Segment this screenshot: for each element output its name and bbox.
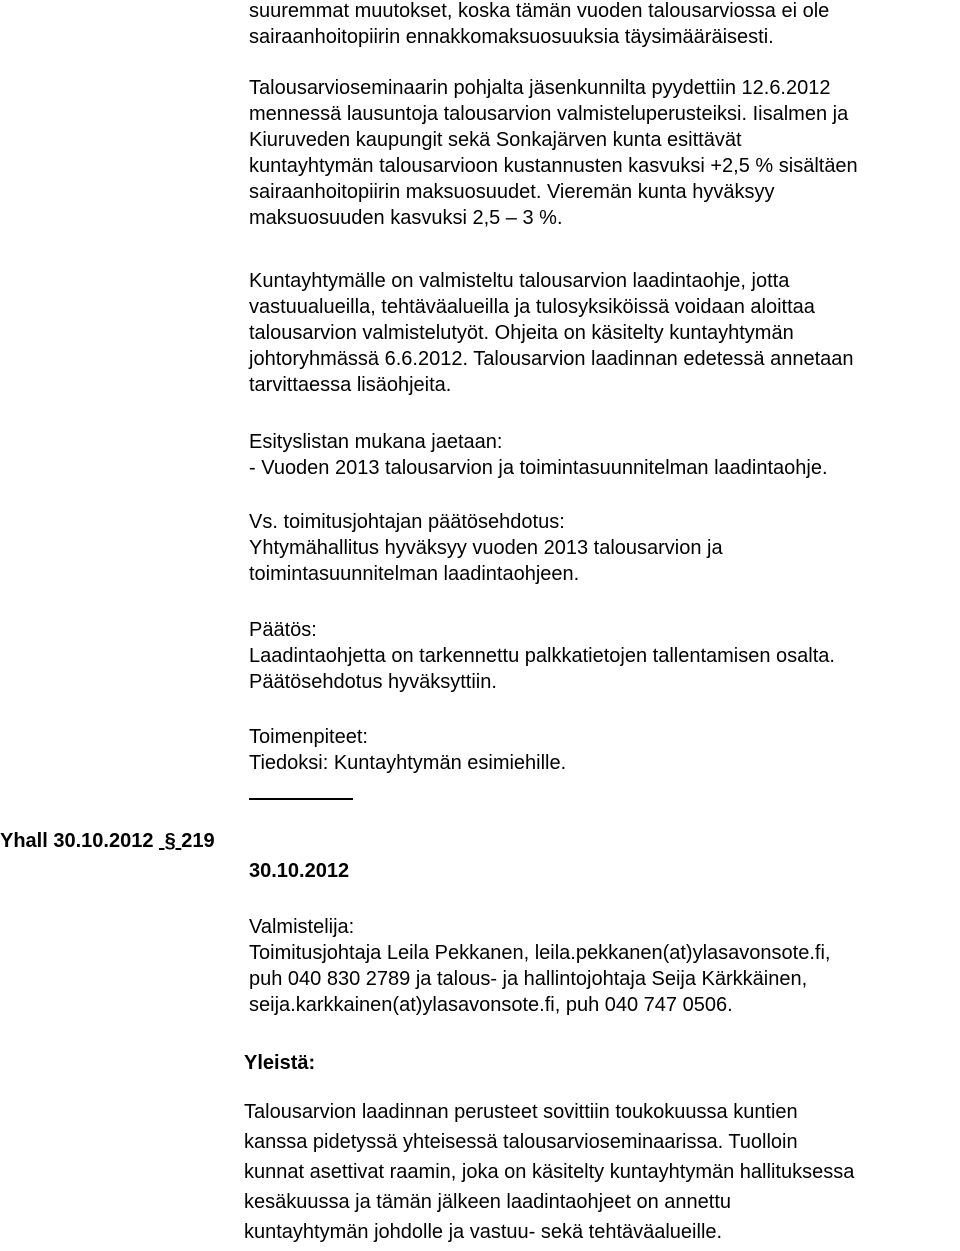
text-line: Laadintaohjetta on tarkennettu palkkatietojen tallentamisen osalta. <box>249 645 835 667</box>
section-heading: Yleistä: <box>244 1052 316 1074</box>
section-identifier <box>0 830 215 853</box>
text-line: Yhtymähallitus hyväksyy vuoden 2013 talousarvion ja <box>249 537 723 559</box>
text-line: vastuualueilla, tehtäväalueilla ja tulosyksiköissä voidaan aloittaa <box>249 296 815 318</box>
text-line: Talousarvioseminaarin pohjalta jäsenkunnilta pyydettiin 12.6.2012 <box>249 77 831 99</box>
paragraph-proposal <box>249 509 955 587</box>
actions-label: Toimenpiteet: <box>249 726 368 748</box>
paragraph-general <box>244 1097 956 1247</box>
proposal-label: Vs. toimitusjohtajan päätösehdotus: <box>249 511 565 533</box>
text-line: johtoryhmässä 6.6.2012. Talousarvion laadinnan edetessä annetaan <box>249 348 854 370</box>
paragraph-decision <box>249 617 955 695</box>
text-line: sairaanhoitopiirin ennakkomaksuosuuksia täysimääräisesti. <box>249 26 774 48</box>
attachments-label: Esityslistan mukana jaetaan: <box>249 431 503 453</box>
text-line: seija.karkkainen(at)ylasavonsote.fi, puh 040 747 0506. <box>249 994 733 1016</box>
text-line: kuntayhtymän johdolle ja vastuu- sekä tehtäväalueille. <box>244 1221 723 1243</box>
text-line: kunnat asettivat raamin, joka on käsitelty kuntayhtymän hallituksessa <box>244 1161 855 1183</box>
text-line: Kiuruveden kaupungit sekä Sonkajärven kunta esittävät <box>249 129 742 151</box>
text-line: Päätösehdotus hyväksyttiin. <box>249 671 497 693</box>
text-line: mennessä lausuntoja talousarvion valmisteluperusteiksi. Iisalmen ja <box>249 103 849 125</box>
text-line: Toimitusjohtaja Leila Pekkanen, leila.pekkanen(at)ylasavonsote.fi, <box>249 942 831 964</box>
paragraph-attachments <box>249 429 955 481</box>
text-line: Tiedoksi: Kuntayhtymän esimiehille. <box>249 752 567 774</box>
section-divider <box>249 798 353 800</box>
paragraph-actions <box>249 724 955 776</box>
paragraph-instructions <box>249 268 955 398</box>
paragraph-intro-continued <box>249 0 955 50</box>
text-line: puh 040 830 2789 ja talous- ja hallintojohtaja Seija Kärkkäinen, <box>249 968 808 990</box>
paragraph-preparer <box>249 914 955 1018</box>
text-line: kanssa pidetyssä yhteisessä talousarvioseminaarissa. Tuolloin <box>244 1131 798 1153</box>
text-line: kesäkuussa ja tämän jälkeen laadintaohjeet on annettu <box>244 1191 732 1213</box>
text-line: talousarvion valmistelutyöt. Ohjeita on käsitelty kuntayhtymän <box>249 322 794 344</box>
section-number: 219 <box>181 830 215 852</box>
text-line: Kuntayhtymälle on valmisteltu talousarvion laadintaohje, jotta <box>249 270 790 292</box>
text-line: sairaanhoitopiirin maksuosuudet. Vieremän kunta hyväksyy <box>249 181 775 203</box>
text-line: suuremmat muutokset, koska tämän vuoden talousarviossa ei ole <box>249 0 830 22</box>
attachment-item: - Vuoden 2013 talousarvion ja toimintasuunnitelman laadintaohje. <box>249 457 828 479</box>
section-paragraph-symbol: § <box>159 830 182 852</box>
section-meeting: Yhall 30.10.2012 <box>0 830 154 852</box>
preparer-label: Valmistelija: <box>249 916 355 938</box>
decision-label: Päätös: <box>249 619 317 641</box>
section-date: 30.10.2012 <box>249 860 350 882</box>
text-line: toimintasuunnitelman laadintaohjeen. <box>249 563 580 585</box>
text-line: kuntayhtymän talousarvioon kustannusten kasvuksi +2,5 % sisältäen <box>249 155 858 177</box>
paragraph-statements <box>249 75 955 231</box>
text-line: Talousarvion laadinnan perusteet sovittiin toukokuussa kuntien <box>244 1101 798 1123</box>
text-line: tarvittaessa lisäohjeita. <box>249 374 452 396</box>
text-line: maksuosuuden kasvuksi 2,5 – 3 %. <box>249 207 563 229</box>
